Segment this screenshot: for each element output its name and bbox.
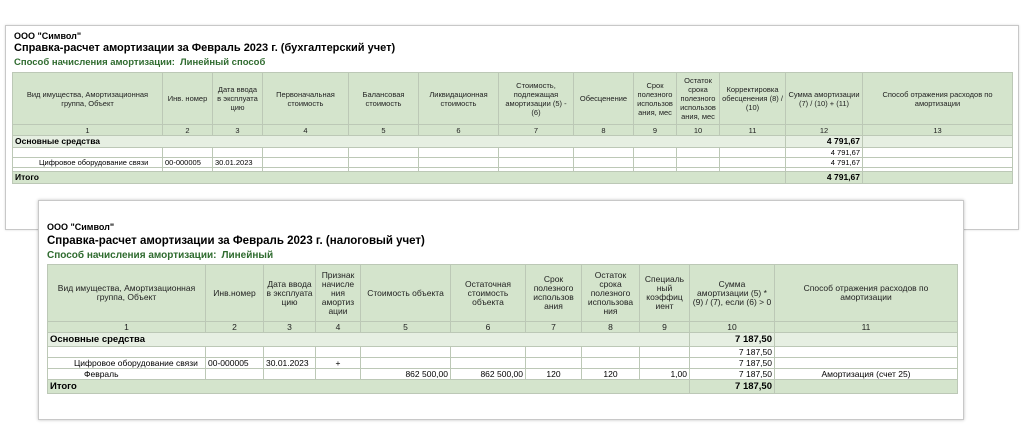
- month-life: 120: [526, 369, 582, 380]
- report-title: Справка-расчет амортизации за Февраль 2023 г. (налоговый учет): [47, 235, 425, 247]
- col-header: Остаток срока полезного использова ния: [582, 265, 640, 322]
- col-header: Способ отражения расходов по амортизации: [775, 265, 958, 322]
- month-coef: 1,00: [640, 369, 690, 380]
- col-header: Дата ввода в эксплуата цию: [213, 73, 263, 125]
- col-header: Первоначальная стоимость: [263, 73, 349, 125]
- col-number: 11: [775, 322, 958, 333]
- depreciation-method: [14, 57, 265, 68]
- method-label: Способ начисления амортизации:: [47, 250, 217, 261]
- table-row: [48, 358, 958, 369]
- month-label: Февраль: [48, 369, 206, 380]
- month-sum: 7 187,50: [690, 369, 775, 380]
- col-number: 13: [863, 125, 1013, 136]
- group-sum: 7 187,50: [690, 333, 775, 347]
- col-number: 1: [48, 322, 206, 333]
- col-header: Обесценение: [574, 73, 634, 125]
- table-row: [48, 369, 958, 380]
- method-value: Линейный: [221, 250, 274, 261]
- col-header: Остаток срока полезного использов ания, мес: [677, 73, 720, 125]
- group-row: [48, 333, 958, 347]
- col-header: Вид имущества, Амортизационная группа, Объект: [13, 73, 163, 125]
- object-date: 30.01.2023: [213, 158, 263, 168]
- total-label: Итого: [48, 380, 690, 394]
- month-residual: 862 500,00: [451, 369, 526, 380]
- col-number: 10: [690, 322, 775, 333]
- header-row: [13, 73, 1013, 125]
- col-number: 9: [634, 125, 677, 136]
- total-label: Итого: [13, 172, 786, 184]
- col-header: Стоимость, подлежащая амортизации (5) - (6): [499, 73, 574, 125]
- table-row: [13, 158, 1013, 168]
- total-sum: 7 187,50: [690, 380, 775, 394]
- col-header: Сумма амортизации (7) / (10) + (11): [786, 73, 863, 125]
- total-sum: 4 791,67: [786, 172, 863, 184]
- col-number: 7: [526, 322, 582, 333]
- col-header: Срок полезного использов ания: [526, 265, 582, 322]
- subgroup-row: [48, 347, 958, 358]
- col-number: 9: [640, 322, 690, 333]
- month-remaining: 120: [582, 369, 640, 380]
- col-number: 2: [163, 125, 213, 136]
- col-header: Признак начисле ния амортиз ации: [316, 265, 361, 322]
- col-number: 11: [720, 125, 786, 136]
- column-number-row: [13, 125, 1013, 136]
- col-number: 7: [499, 125, 574, 136]
- month-cost: 862 500,00: [361, 369, 451, 380]
- object-sum: 7 187,50: [690, 358, 775, 369]
- group-sum: 4 791,67: [786, 136, 863, 148]
- org-name: ООО "Символ": [47, 222, 115, 232]
- tax-depreciation-table: [47, 264, 958, 394]
- col-header: Срок полезного использов ания, мес: [634, 73, 677, 125]
- object-date: 30.01.2023: [264, 358, 316, 369]
- month-method: Амортизация (счет 25): [775, 369, 958, 380]
- col-header: Вид имущества, Амортизационная группа, Объект: [48, 265, 206, 322]
- col-number: 12: [786, 125, 863, 136]
- group-row: [13, 136, 1013, 148]
- col-header: Стоимость объекта: [361, 265, 451, 322]
- object-flag: +: [316, 358, 361, 369]
- group-label: Основные средства: [13, 136, 786, 148]
- accounting-depreciation-table: [12, 72, 1013, 184]
- col-number: 5: [349, 125, 419, 136]
- col-header: Корректировка обесценения (8) / (10): [720, 73, 786, 125]
- report-title: Справка-расчет амортизации за Февраль 2023 г. (бухгалтерский учет): [14, 42, 396, 54]
- col-number: 3: [264, 322, 316, 333]
- col-header: Дата ввода в эксплуата цию: [264, 265, 316, 322]
- col-header: Способ отражения расходов по амортизации: [863, 73, 1013, 125]
- object-inv: 00-000005: [206, 358, 264, 369]
- col-number: 8: [582, 322, 640, 333]
- col-header: Инв.номер: [206, 265, 264, 322]
- object-inv: 00-000005: [163, 158, 213, 168]
- column-number-row: [48, 322, 958, 333]
- col-number: 4: [263, 125, 349, 136]
- col-number: 4: [316, 322, 361, 333]
- col-number: 1: [13, 125, 163, 136]
- col-header: Сумма амортизации (5) * (9) / (7), если (6) > 0: [690, 265, 775, 322]
- col-number: 2: [206, 322, 264, 333]
- total-row: [48, 380, 958, 394]
- object-name: Цифровое оборудование связи: [48, 358, 206, 369]
- col-number: 6: [451, 322, 526, 333]
- object-name: Цифровое оборудование связи: [13, 158, 163, 168]
- col-header: Специаль ный коэффиц иент: [640, 265, 690, 322]
- col-header: Инв. номер: [163, 73, 213, 125]
- col-header: Балансовая стоимость: [349, 73, 419, 125]
- object-sum: 4 791,67: [786, 158, 863, 168]
- col-number: 5: [361, 322, 451, 333]
- col-number: 10: [677, 125, 720, 136]
- header-row: [48, 265, 958, 322]
- method-label: Способ начисления амортизации:: [14, 57, 175, 68]
- method-value: Линейный способ: [179, 57, 266, 68]
- group-label: Основные средства: [48, 333, 690, 347]
- subgroup-sum: 4 791,67: [786, 148, 863, 158]
- col-header: Остаточная стоимость объекта: [451, 265, 526, 322]
- col-number: 8: [574, 125, 634, 136]
- org-name: ООО "Символ": [14, 31, 82, 41]
- subgroup-sum: 7 187,50: [690, 347, 775, 358]
- col-number: 3: [213, 125, 263, 136]
- total-row: [13, 172, 1013, 184]
- col-number: 6: [419, 125, 499, 136]
- col-header: Ликвидационная стоимость: [419, 73, 499, 125]
- subgroup-row: [13, 148, 1013, 158]
- depreciation-method: [47, 250, 273, 261]
